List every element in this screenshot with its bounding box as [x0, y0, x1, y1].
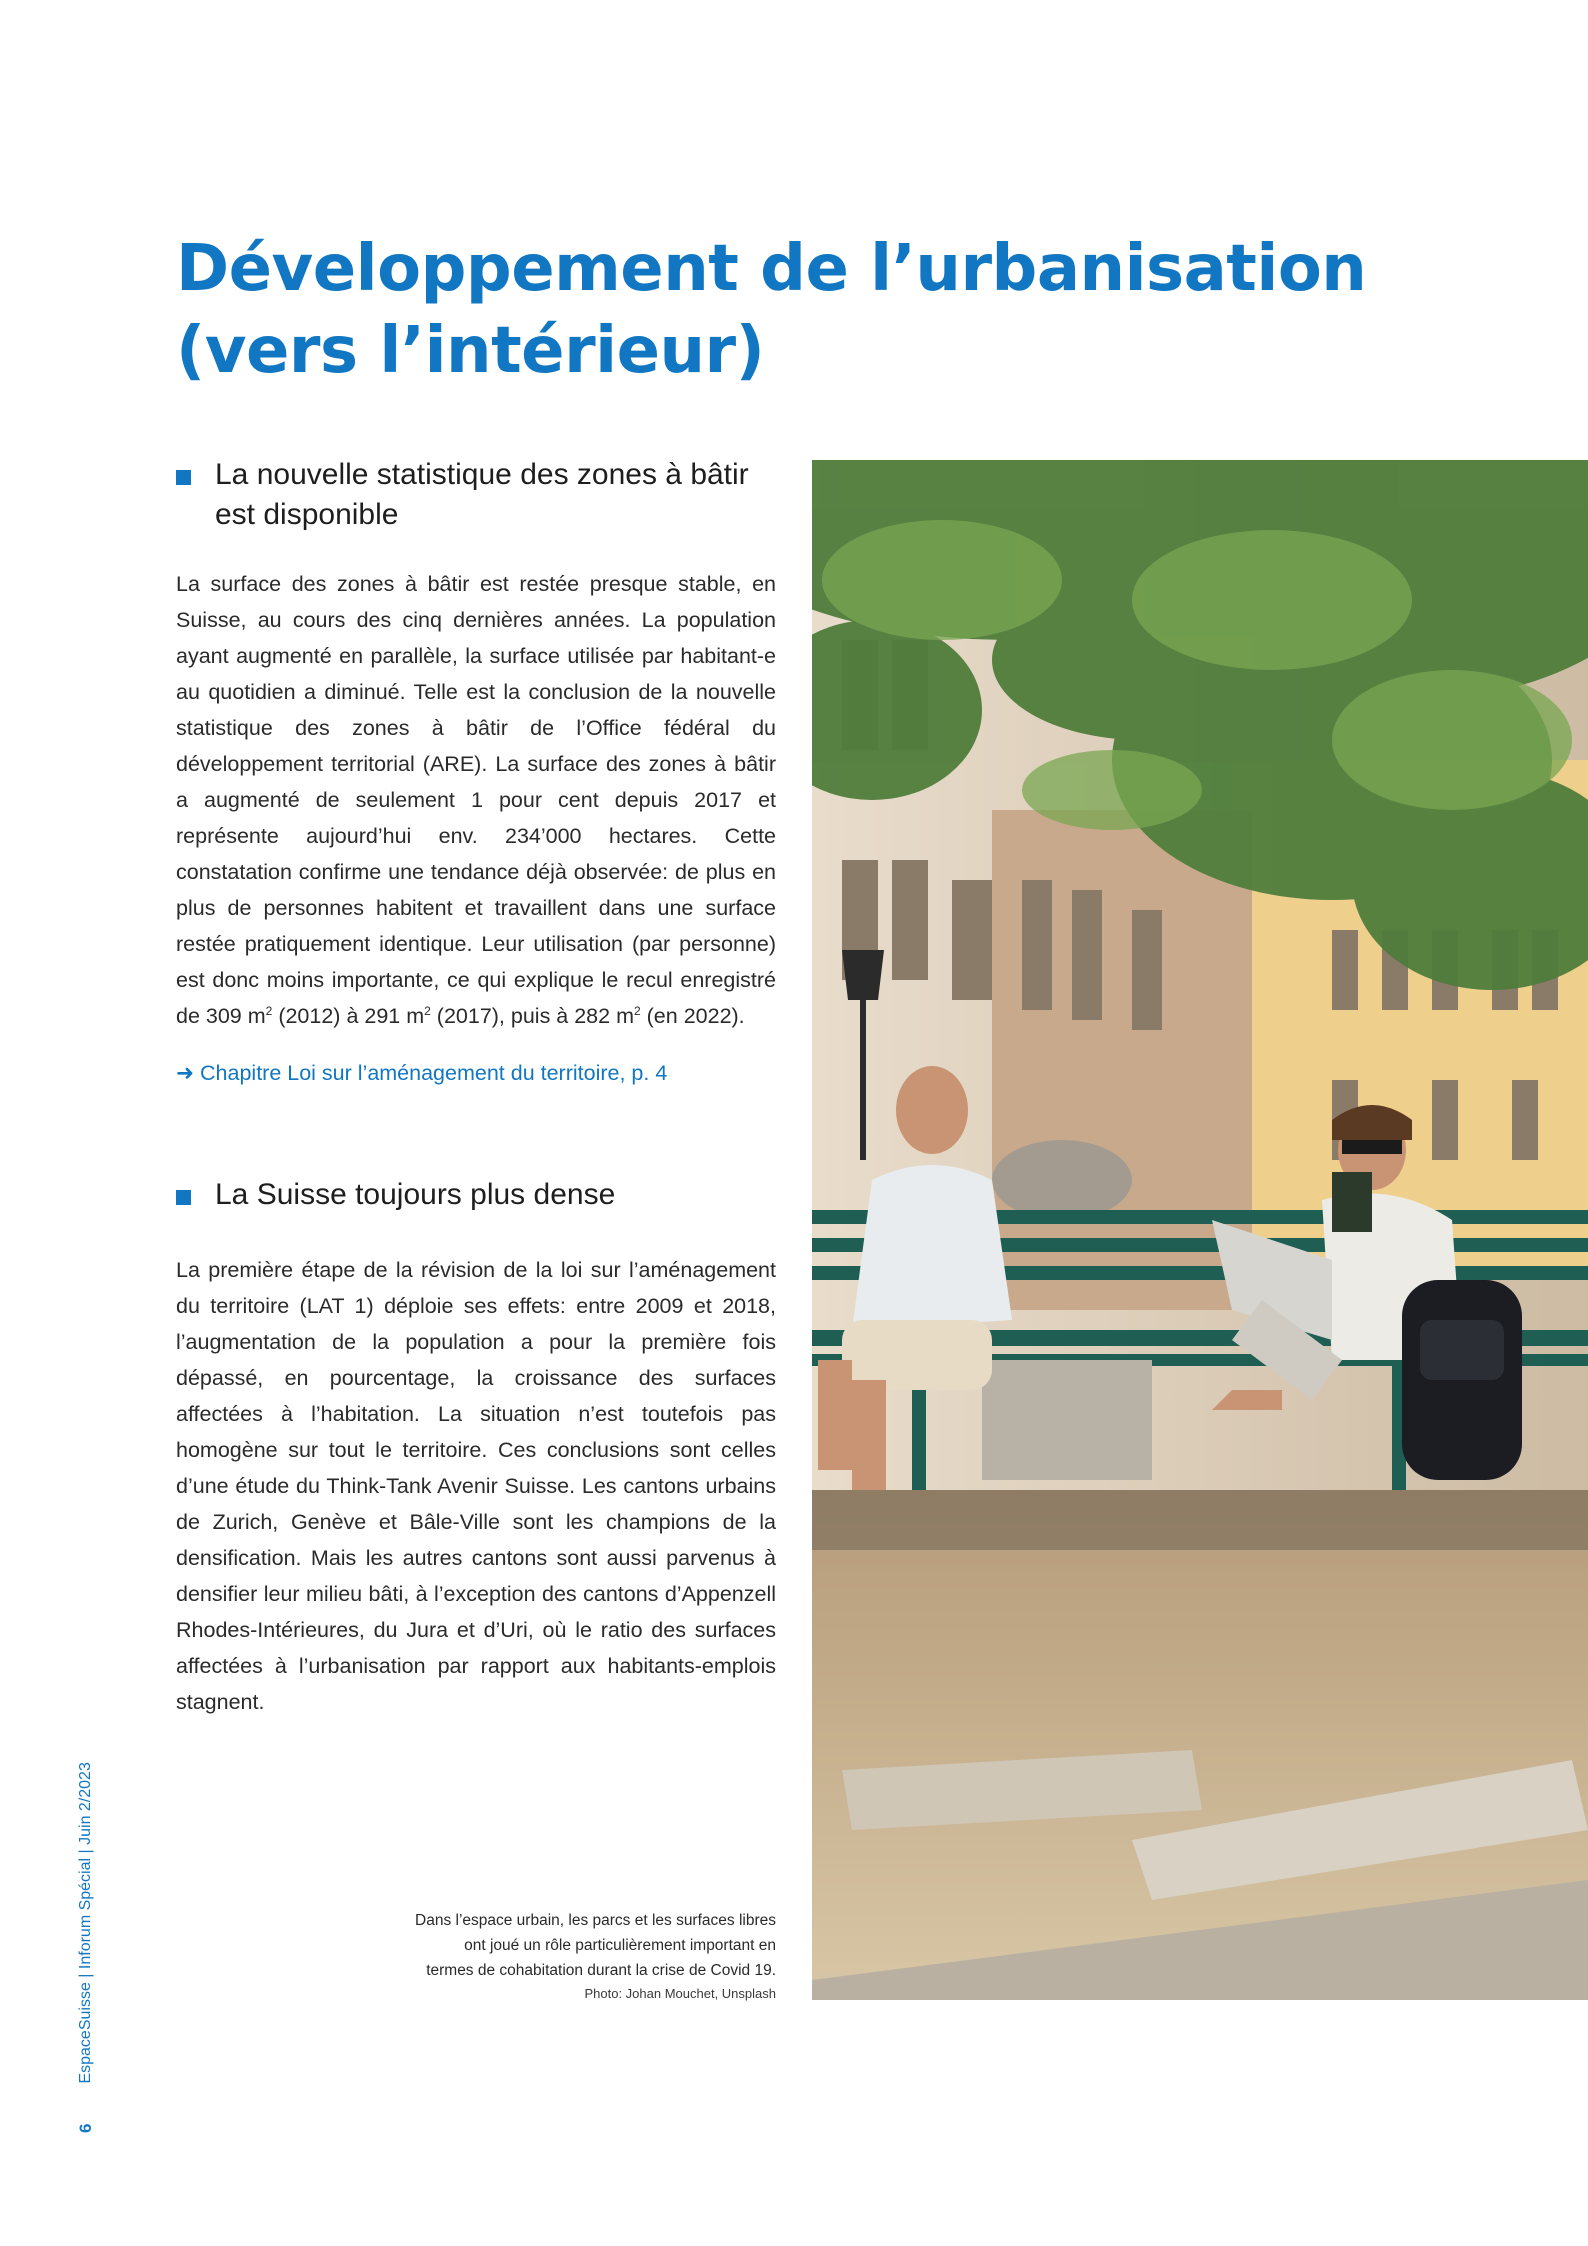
square-bullet-icon: [176, 1190, 191, 1205]
arrow-right-icon: ➜: [176, 1061, 195, 1085]
photo-caption: [320, 1908, 776, 2005]
body-text-part: La surface des zones à bâtir est restée presque stable, en Suisse, au cours des cinq dernières années. La population ayant augmenté en parallèle, la surface utilisée par habitant-e au quotidien a diminué. Telle est la conclusion de la nouvelle statistique des zones à bâtir de l’Office fédéral du développement territorial (ARE). La surface des zones à bâtir a augmenté de seulement 1 pour cent depuis 2017 et représente aujourd’hui env. 234’000 hectares. Cette constatation confirme une tendance déjà observée: de plus en plus de personnes habitent et travaillent dans une surface restée pratiquement identique. Leur utilisation (par personne) est donc moins importante, ce qui explique le recul enregistré de 309 m: [176, 572, 776, 1028]
superscript: 2: [633, 1003, 641, 1018]
page-title-line-2: (vers l’intérieur): [176, 314, 765, 388]
section-heading-line-1: La nouvelle statistique des zones à bâtir: [215, 458, 749, 491]
superscript: 2: [424, 1003, 431, 1018]
publication-info: EspaceSuisse | Inforum Spécial | Juin 2/2023: [77, 1762, 94, 2084]
square-bullet-icon: [176, 470, 191, 485]
page-title-line-1: Développement de l’urbanisation: [176, 232, 1367, 306]
chapter-reference-link[interactable]: [176, 1055, 796, 1091]
body-text-part: (2017), puis à 282 m: [430, 1004, 634, 1028]
section-body-building-zones: [176, 566, 776, 1034]
page-number: 6: [76, 2123, 95, 2133]
photo-credit: Photo: Johan Mouchet, Unsplash: [584, 1986, 776, 2001]
section-heading-line-2: est disponible: [215, 498, 399, 531]
superscript: 2: [265, 1003, 273, 1018]
section-heading-label: La Suisse toujours plus dense: [215, 1178, 616, 1211]
page-title: [176, 228, 1426, 392]
body-text-part: (en 2022).: [640, 1004, 745, 1028]
section-heading-building-zones: [176, 455, 796, 535]
chapter-reference-label: Chapitre Loi sur l’aménagement du territoire, p. 4: [200, 1061, 668, 1085]
section-heading-densification: [176, 1175, 796, 1215]
caption-line-2: ont joué un rôle particulièrement important en: [464, 1937, 776, 1954]
section-body-densification: La première étape de la révision de la loi sur l’aménagement du territoire (LAT 1) déploie ses effets: entre 2009 et 2018, l’augmentation de la population a pour la première fois dépassé, en pourcentage, la croissance des surfaces affectées à l’habitation. La situation n’est toutefois pas homogène sur tout le territoire. Ces conclusions sont celles d’une étude du Think-Tank Avenir Suisse. Les cantons urbains de Zurich, Genève et Bâle-Ville sont les champions de la densification. Mais les autres cantons sont aussi parvenus à densifier leur milieu bâti, à l’exception des cantons d’Appenzell Rhodes-Intérieures, du Jura et d’Uri, où le ratio des surfaces affectées à l’urbanisation par rapport aux habitants-emplois stagnent.: [176, 1258, 776, 1714]
caption-line-1: Dans l’espace urbain, les parcs et les surfaces libres: [415, 1912, 776, 1929]
body-text-part: (2012) à 291 m: [272, 1004, 425, 1028]
page-footer-vertical: [76, 1762, 96, 2133]
caption-line-3: termes de cohabitation durant la crise de Covid 19.: [426, 1962, 776, 1979]
park-bench-photo: [812, 460, 1588, 2000]
